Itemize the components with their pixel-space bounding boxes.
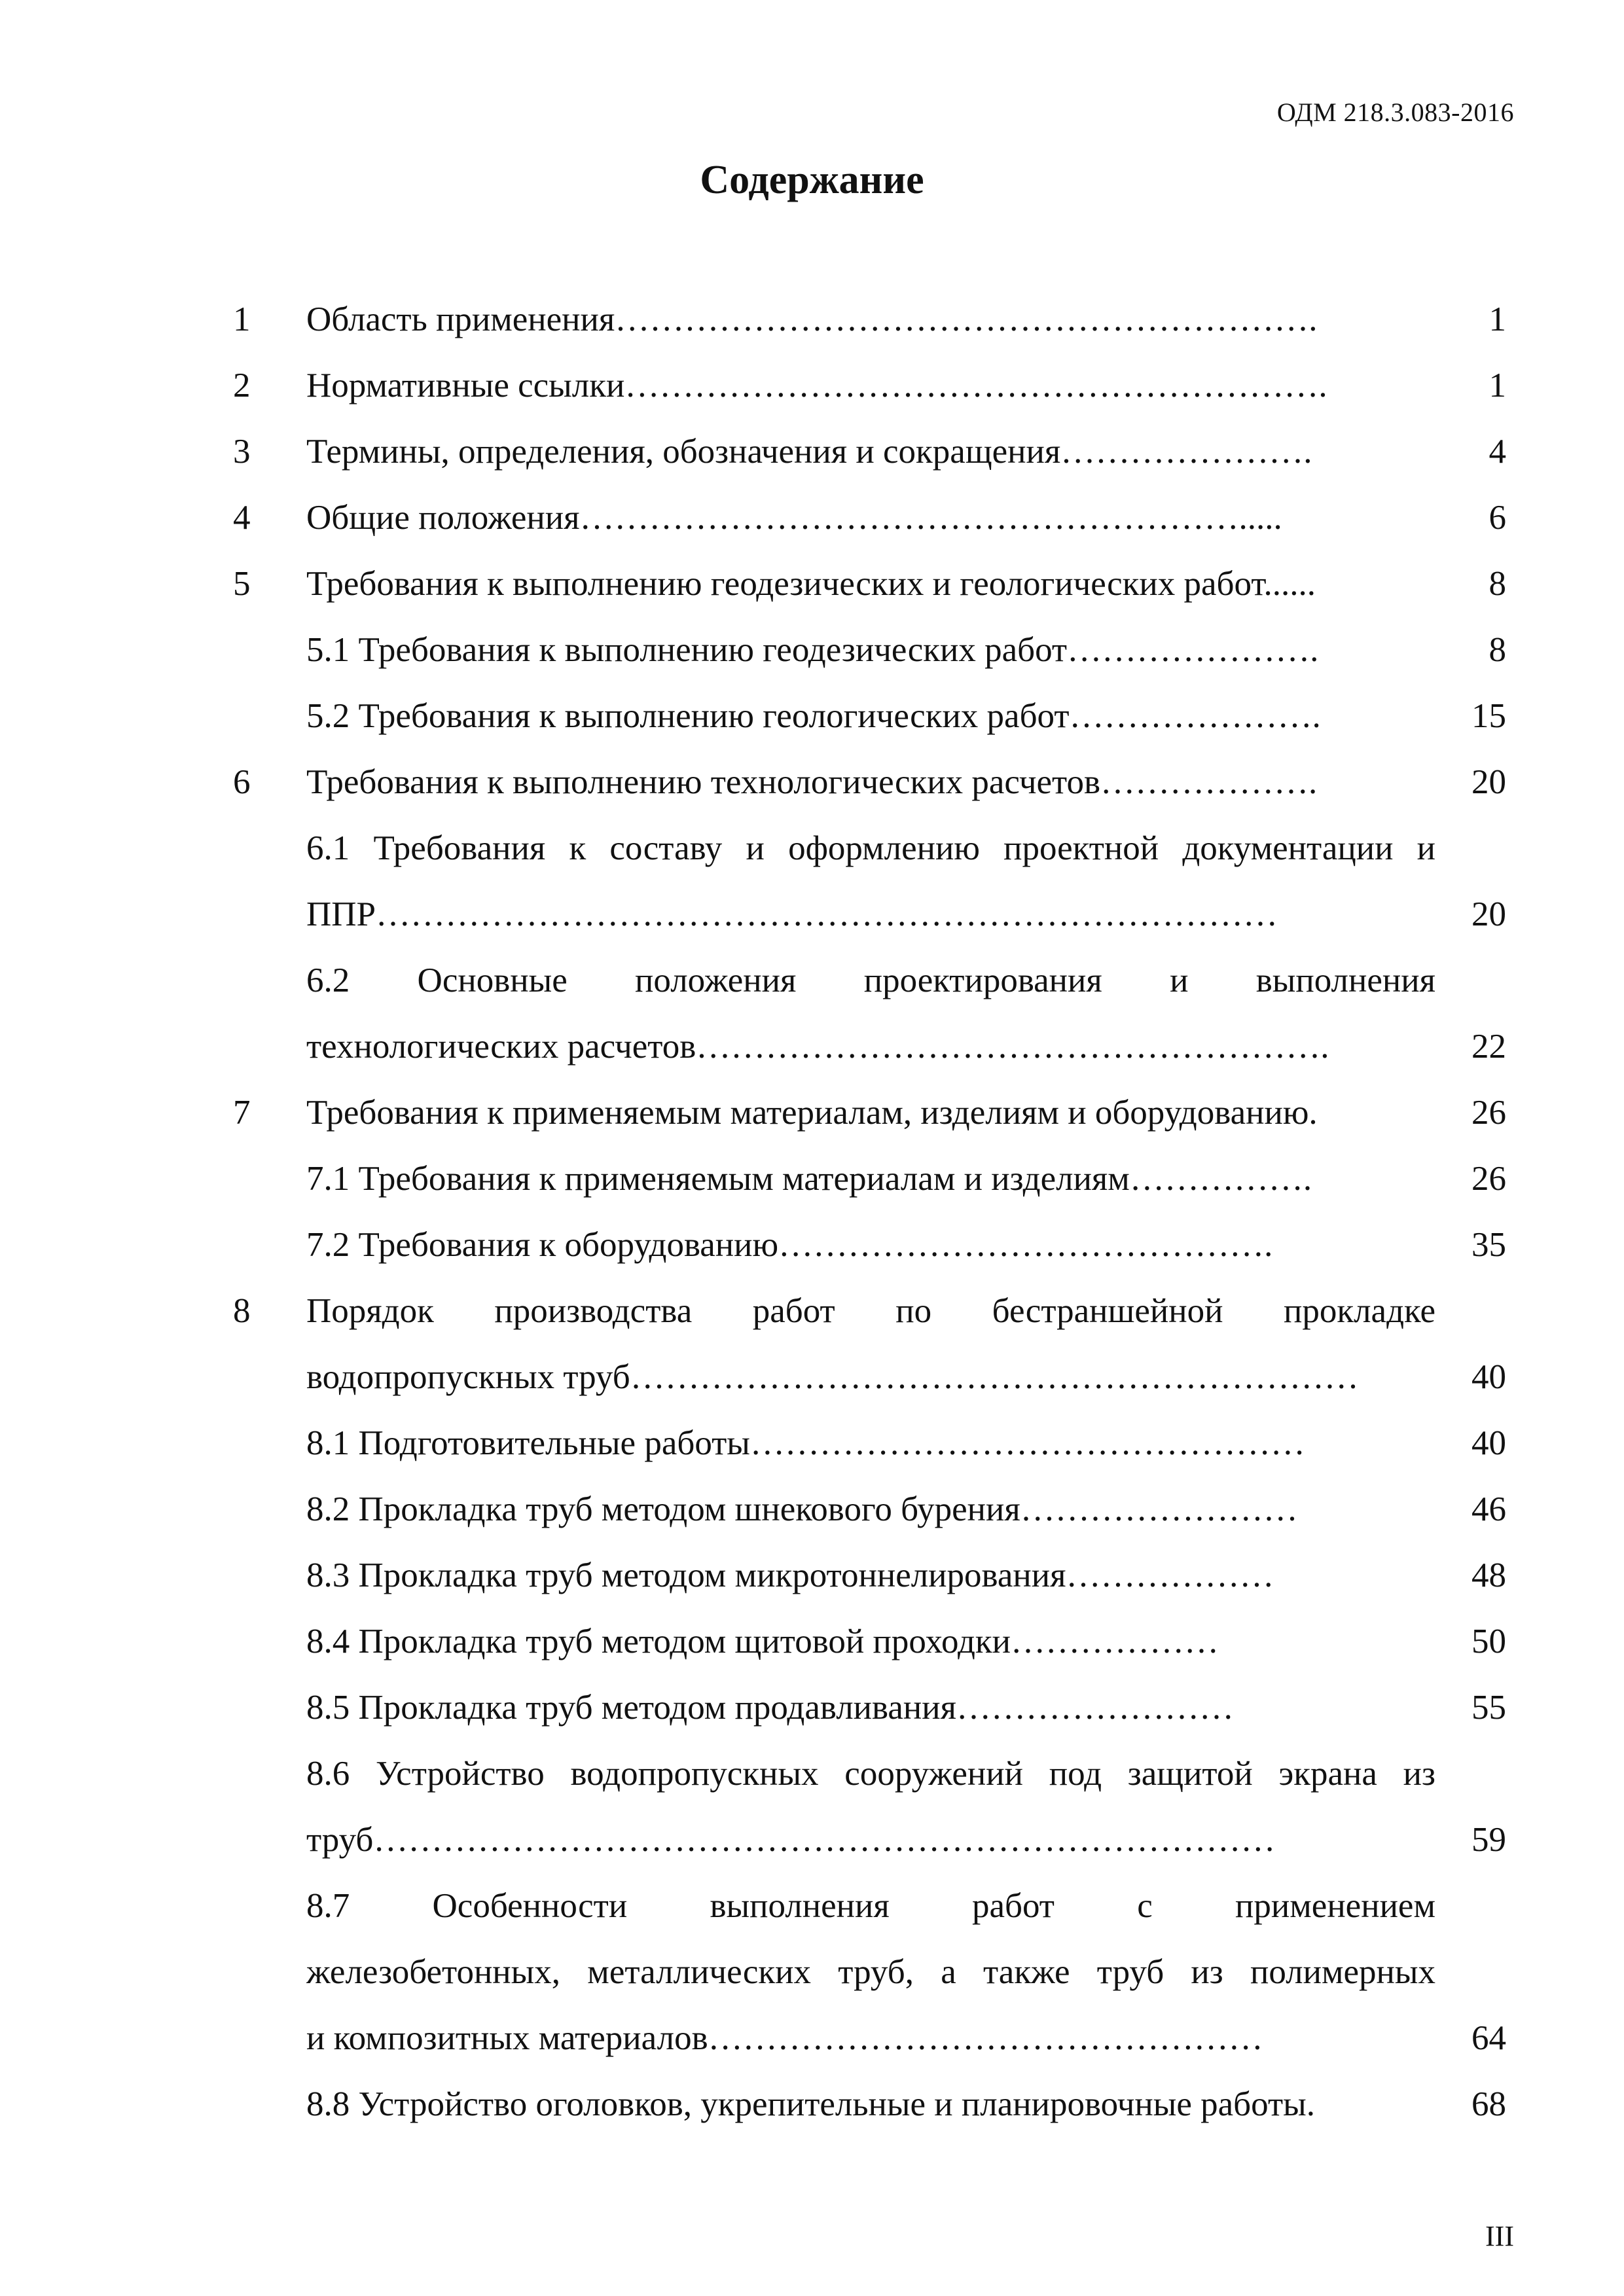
toc-line [0, 948, 1624, 1014]
toc-entry-text: 8.3 Прокладка труб методом микротоннелирования……………… [306, 1556, 1274, 1594]
toc-line [0, 419, 1624, 485]
toc-entry-text: 8.8 Устройство оголовков, укрепительные и планировочные работы. [306, 2085, 1315, 2123]
toc-entry-text: 6.1 Требования к составу и оформлению проектной документации и [306, 829, 1435, 867]
toc-page-number: 15 [1471, 697, 1506, 735]
toc-entry-text: 8.4 Прокладка труб методом щитовой проходки……………… [306, 1623, 1219, 1660]
toc-page-number: 68 [1471, 2085, 1506, 2123]
toc-page-number: 6 [1489, 499, 1506, 537]
toc-line [0, 2072, 1624, 2138]
toc-page-number: 64 [1471, 2019, 1506, 2057]
toc-line [0, 1410, 1624, 1477]
toc-page-number: 22 [1471, 1028, 1506, 1066]
footer-page-number: III [1485, 2220, 1514, 2252]
toc-line [0, 1014, 1624, 1080]
toc-entry-text: ППР…………………………………………………………………… [306, 895, 1278, 933]
toc-section-number: 7 [233, 1094, 251, 1132]
toc-entry-text: Область применения……………………………………………………. [306, 300, 1318, 338]
toc-section-number: 5 [233, 565, 251, 603]
toc-entry-text: Требования к выполнению технологических расчетов………………. [306, 763, 1318, 801]
toc-entry-text: 8.6 Устройство водопропускных сооружений под защитой экрана из [306, 1755, 1435, 1793]
toc-page-number: 35 [1471, 1226, 1506, 1264]
toc-entry-text: железобетонных, металлических труб, а также труб из полимерных [306, 1953, 1435, 1991]
toc-line [0, 1212, 1624, 1278]
toc-entry-text: 7.2 Требования к оборудованию……………………………………. [306, 1226, 1273, 1264]
toc-line [0, 551, 1624, 617]
toc-line [0, 353, 1624, 419]
toc-page-number: 20 [1471, 763, 1506, 801]
toc-line [0, 882, 1624, 948]
document-code: ОДМ 218.3.083-2016 [1276, 98, 1514, 127]
toc-line [0, 1080, 1624, 1146]
toc-page-number: 59 [1471, 1821, 1506, 1859]
toc-page-number: 55 [1471, 1689, 1506, 1727]
toc-page-number: 8 [1489, 565, 1506, 603]
toc-page-number: 46 [1471, 1490, 1506, 1528]
toc-entry-text: труб…………………………………………………………………… [306, 1821, 1276, 1859]
toc-entry-text: 5.2 Требования к выполнению геологических работ…………………. [306, 697, 1321, 735]
toc-section-number: 3 [233, 433, 251, 471]
toc-entry-text: Общие положения…………………………………………………..... [306, 499, 1282, 537]
toc-page-number: 1 [1489, 367, 1506, 404]
toc-section-number: 2 [233, 367, 251, 404]
toc-page-number: 40 [1471, 1424, 1506, 1462]
toc-entry-text: 5.1 Требования к выполнению геодезических работ…………………. [306, 631, 1319, 669]
toc-entry-text: и композитных материалов………………………………………… [306, 2019, 1263, 2057]
toc-page-number: 4 [1489, 433, 1506, 471]
toc-entry-text: технологических расчетов………………………………………………. [306, 1028, 1329, 1066]
toc-entry-text: Термины, определения, обозначения и сокращения…………………. [306, 433, 1312, 471]
toc-entry-text: Порядок производства работ по бестраншейной прокладке [306, 1292, 1435, 1330]
toc-page-number: 8 [1489, 631, 1506, 669]
toc-section-number: 1 [233, 300, 251, 338]
toc-page-number: 48 [1471, 1556, 1506, 1594]
page-title: Содержание [700, 158, 924, 202]
toc-page-number: 26 [1471, 1094, 1506, 1132]
toc-line [0, 1741, 1624, 1807]
toc-entry-text: водопропускных труб……………………………………………………… [306, 1358, 1359, 1396]
toc-line [0, 1278, 1624, 1344]
toc-page-number: 40 [1471, 1358, 1506, 1396]
toc-page-number: 20 [1471, 895, 1506, 933]
toc-entry-text: Нормативные ссылки……………………………………………………. [306, 367, 1327, 404]
toc-line [0, 816, 1624, 882]
toc-section-number: 4 [233, 499, 251, 537]
toc-entry-text: 6.2 Основные положения проектирования и выполнения [306, 961, 1435, 999]
toc-line [0, 1807, 1624, 1873]
toc-line [0, 1477, 1624, 1543]
toc-line [0, 1146, 1624, 1212]
toc-entry-text: 8.7 Особенности выполнения работ с применением [306, 1887, 1435, 1925]
toc-entry-text: Требования к применяемым материалам, изделиям и оборудованию. [306, 1094, 1318, 1132]
toc-line [0, 617, 1624, 683]
toc-section-number: 6 [233, 763, 251, 801]
toc-entry-text: 8.2 Прокладка труб методом шнекового бурения…………………… [306, 1490, 1298, 1528]
toc-section-number: 8 [233, 1292, 251, 1330]
toc-page-number: 50 [1471, 1623, 1506, 1660]
table-of-contents [0, 287, 1624, 2138]
toc-entry-text: 7.1 Требования к применяемым материалам и изделиям……………. [306, 1160, 1312, 1198]
toc-line [0, 2005, 1624, 2072]
toc-line [0, 1873, 1624, 1939]
toc-entry-text: 8.1 Подготовительные работы………………………………………… [306, 1424, 1305, 1462]
toc-line [0, 683, 1624, 749]
toc-entry-text: 8.5 Прокладка труб методом продавливания…………………… [306, 1689, 1234, 1727]
toc-line [0, 749, 1624, 816]
toc-line [0, 287, 1624, 353]
toc-line [0, 1939, 1624, 2005]
toc-page-number: 26 [1471, 1160, 1506, 1198]
toc-line [0, 1675, 1624, 1741]
toc-entry-text: Требования к выполнению геодезических и геологических работ...... [306, 565, 1316, 603]
toc-line [0, 1543, 1624, 1609]
toc-page-number: 1 [1489, 300, 1506, 338]
toc-line [0, 1344, 1624, 1410]
toc-line [0, 485, 1624, 551]
toc-line [0, 1609, 1624, 1675]
